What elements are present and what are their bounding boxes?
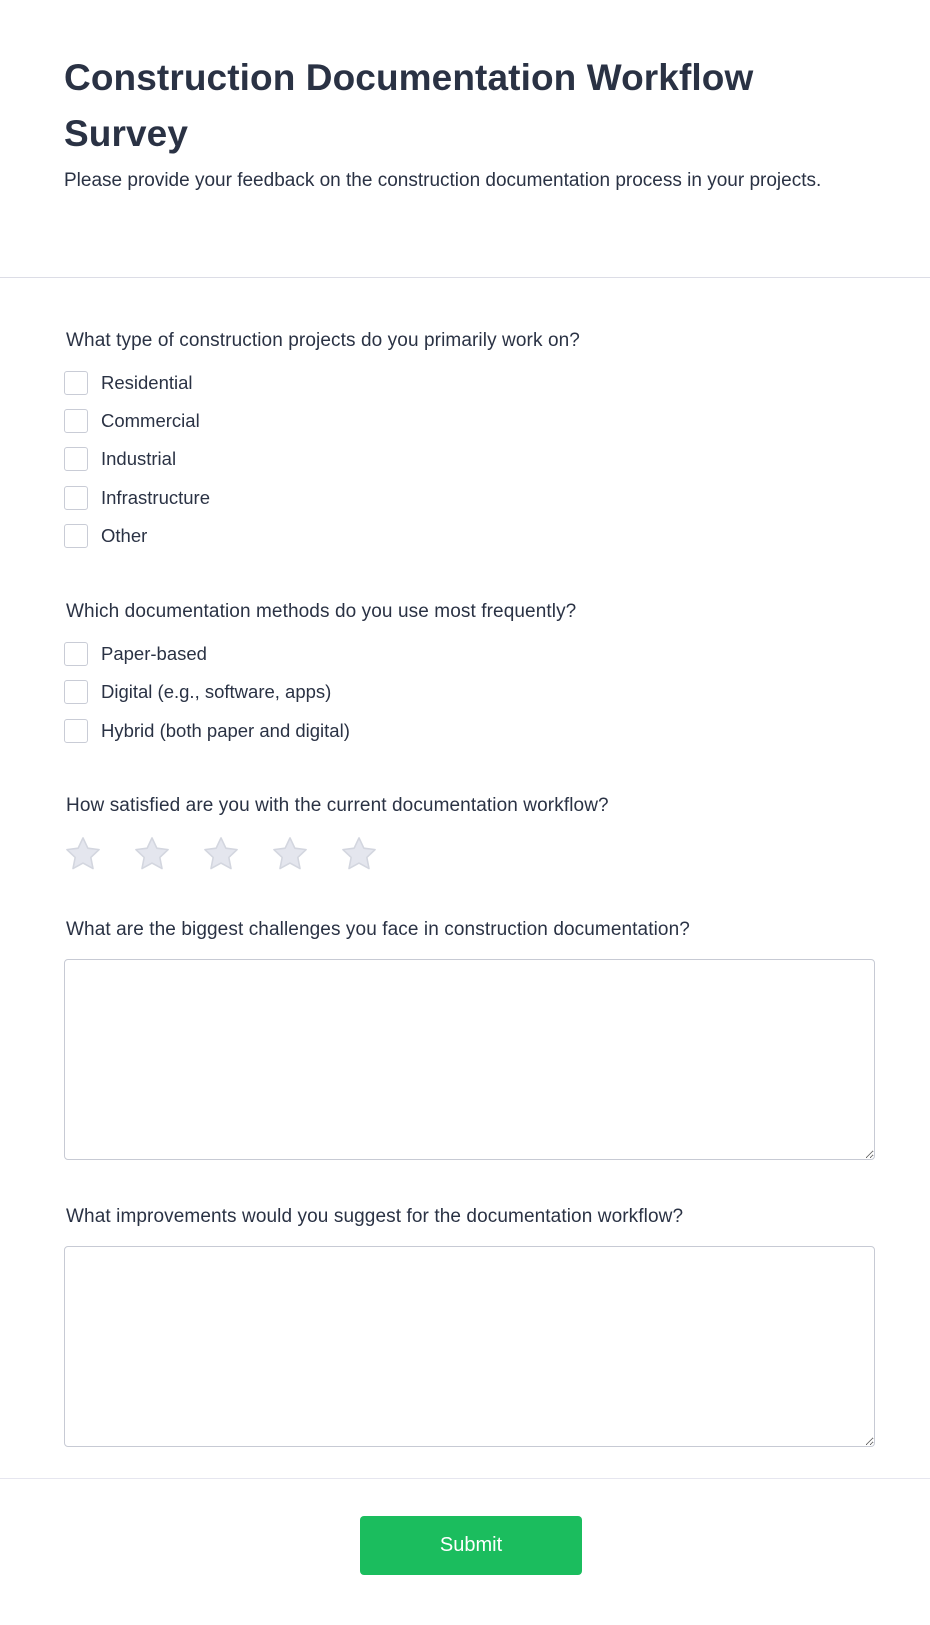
option-other[interactable] xyxy=(64,523,147,549)
page-title: Construction Documentation Workflow Survey xyxy=(64,57,754,154)
option-paper-based[interactable] xyxy=(64,641,207,667)
option-label: Infrastructure xyxy=(101,487,210,508)
option-label: Industrial xyxy=(101,448,177,469)
survey-header xyxy=(0,0,930,277)
option-digital[interactable] xyxy=(64,679,331,705)
footer-divider xyxy=(0,1478,930,1479)
checkbox[interactable] xyxy=(64,486,88,510)
option-infrastructure[interactable] xyxy=(64,485,210,511)
option-industrial[interactable] xyxy=(64,446,176,472)
checkbox[interactable] xyxy=(64,524,88,548)
page-subtitle: Please provide your feedback on the construction documentation process in your projects. xyxy=(64,170,822,191)
checkbox[interactable] xyxy=(64,719,88,743)
option-label: Hybrid (both paper and digital) xyxy=(101,720,350,741)
submit-button[interactable]: Submit xyxy=(360,1516,582,1575)
star-icon[interactable] xyxy=(340,836,378,872)
question-label: What are the biggest challenges you face in construction documentation? xyxy=(66,919,690,940)
star-icon[interactable] xyxy=(64,836,102,872)
question-label: What improvements would you suggest for the documentation workflow? xyxy=(66,1206,684,1227)
checkbox[interactable] xyxy=(64,680,88,704)
option-residential[interactable] xyxy=(64,370,193,396)
star-icon[interactable] xyxy=(133,836,171,872)
checkbox[interactable] xyxy=(64,409,88,433)
option-commercial[interactable] xyxy=(64,408,200,434)
challenges-textarea[interactable] xyxy=(64,959,875,1160)
star-icon[interactable] xyxy=(271,836,309,872)
option-label: Paper-based xyxy=(101,643,207,664)
option-label: Commercial xyxy=(101,410,200,431)
option-hybrid[interactable] xyxy=(64,718,350,744)
question-label: How satisfied are you with the current documentation workflow? xyxy=(66,795,609,816)
checkbox[interactable] xyxy=(64,447,88,471)
question-label: Which documentation methods do you use most frequently? xyxy=(66,601,577,622)
header-divider xyxy=(0,277,930,278)
option-label: Digital (e.g., software, apps) xyxy=(101,681,332,702)
checkbox[interactable] xyxy=(64,642,88,666)
improvements-textarea[interactable] xyxy=(64,1246,875,1447)
star-icon[interactable] xyxy=(202,836,240,872)
option-label: Residential xyxy=(101,372,193,393)
question-label: What type of construction projects do you primarily work on? xyxy=(66,330,580,351)
checkbox[interactable] xyxy=(64,371,88,395)
option-label: Other xyxy=(101,525,148,546)
